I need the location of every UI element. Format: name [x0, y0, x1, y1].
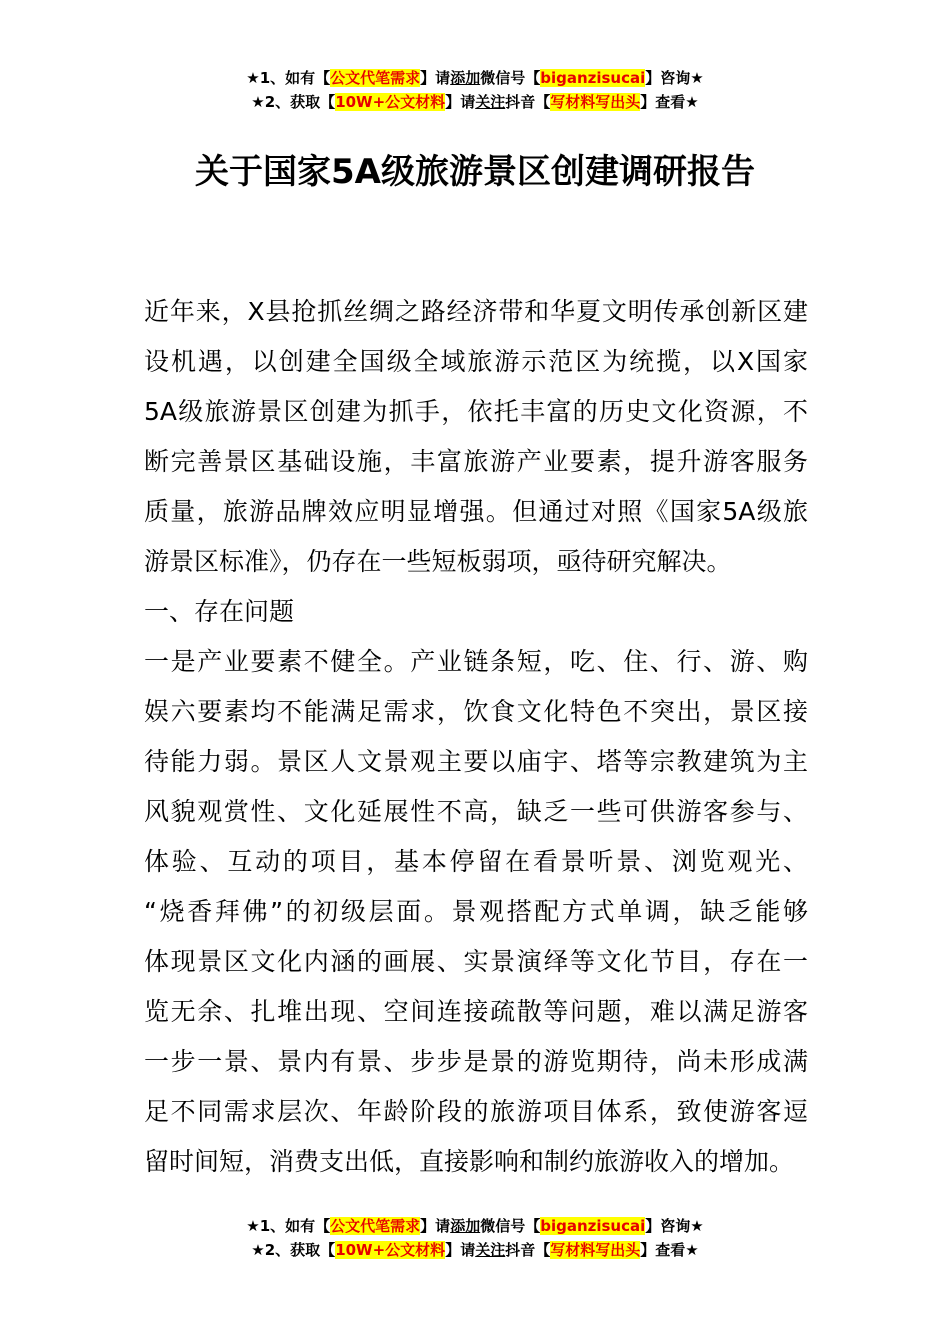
promo-text: ★1、如有【 — [246, 69, 331, 87]
body-line: 娱六要素均不能满足需求，饮食文化特色不突出，景区接 — [144, 697, 808, 726]
promo-banner-top — [0, 66, 950, 114]
promo-douyin-name: 写材料写出头 — [550, 1241, 641, 1259]
body-line: 足不同需求层次、年龄阶段的旅游项目体系，致使游客逗 — [144, 1097, 808, 1126]
promo-text: 】咨询★ — [645, 1217, 704, 1235]
body-line: 一步一景、景内有景、步步是景的游览期待，尚未形成满 — [144, 1047, 808, 1076]
body-line: 一是产业要素不健全。产业链条短，吃、住、行、游、购 — [144, 647, 808, 676]
promo-wechat-id: biganzisucai — [540, 1217, 646, 1235]
promo-highlight: 10W+公文材料 — [335, 1241, 446, 1259]
promo-line-2 — [0, 90, 950, 114]
promo-line-2 — [0, 1238, 950, 1262]
promo-highlight: 公文代笔需求 — [330, 69, 421, 87]
document-title: 关于国家5A级旅游景区创建调研报告 — [195, 152, 755, 192]
body-line: 体验、互动的项目，基本停留在看景听景、浏览观光、 — [144, 847, 808, 876]
promo-underline: 关注 — [475, 93, 506, 111]
body-line: 设机遇，以创建全国级全域旅游示范区为统揽，以X国家 — [144, 347, 808, 376]
promo-text: 】请 — [420, 1217, 451, 1235]
promo-underline: 关注 — [475, 1241, 506, 1259]
section-heading: 一、存在问题 — [144, 597, 295, 626]
promo-text: 抖音【 — [505, 1241, 551, 1259]
promo-text: ★1、如有【 — [246, 1217, 331, 1235]
body-line: 游景区标准》，仍存在一些短板弱项，亟待研究解决。 — [144, 547, 732, 576]
document-body — [144, 287, 808, 1187]
body-line: 体现景区文化内涵的画展、实景演绎等文化节目，存在一 — [144, 947, 808, 976]
body-line: “烧香拜佛”的初级层面。景观搭配方式单调，缺乏能够 — [144, 897, 808, 926]
body-line: 质量，旅游品牌效应明显增强。但通过对照《国家5A级旅 — [144, 497, 808, 526]
promo-text: 】查看★ — [640, 1241, 699, 1259]
promo-banner-bottom — [0, 1214, 950, 1262]
promo-line-1 — [0, 66, 950, 90]
promo-underline: 添加 — [450, 1217, 481, 1235]
body-line: 近年来，X县抢抓丝绸之路经济带和华夏文明传承创新区建 — [144, 297, 808, 326]
promo-line-1 — [0, 1214, 950, 1238]
promo-text: 微信号【 — [480, 69, 541, 87]
promo-highlight: 公文代笔需求 — [330, 1217, 421, 1235]
promo-text: 】请 — [445, 1241, 476, 1259]
body-line: 断完善景区基础设施，丰富旅游产业要素，提升游客服务 — [144, 447, 808, 476]
promo-text: 】查看★ — [640, 93, 699, 111]
body-line: 留时间短，消费支出低，直接影响和制约旅游收入的增加。 — [144, 1147, 795, 1176]
promo-text: 抖音【 — [505, 93, 551, 111]
promo-underline: 添加 — [450, 69, 481, 87]
promo-text: 微信号【 — [480, 1217, 541, 1235]
body-line: 待能力弱。景区人文景观主要以庙宇、塔等宗教建筑为主 — [144, 747, 808, 776]
promo-text: ★2、获取【 — [251, 1241, 336, 1259]
promo-text: 】咨询★ — [645, 69, 704, 87]
promo-text: 】请 — [420, 69, 451, 87]
promo-wechat-id: biganzisucai — [540, 69, 646, 87]
promo-highlight: 10W+公文材料 — [335, 93, 446, 111]
body-line: 风貌观赏性、文化延展性不高，缺乏一些可供游客参与、 — [144, 797, 808, 826]
promo-text: ★2、获取【 — [251, 93, 336, 111]
body-line: 览无余、扎堆出现、空间连接疏散等问题，难以满足游客 — [144, 997, 808, 1026]
promo-text: 】请 — [445, 93, 476, 111]
body-line: 5A级旅游景区创建为抓手，依托丰富的历史文化资源，不 — [144, 397, 808, 426]
promo-douyin-name: 写材料写出头 — [550, 93, 641, 111]
